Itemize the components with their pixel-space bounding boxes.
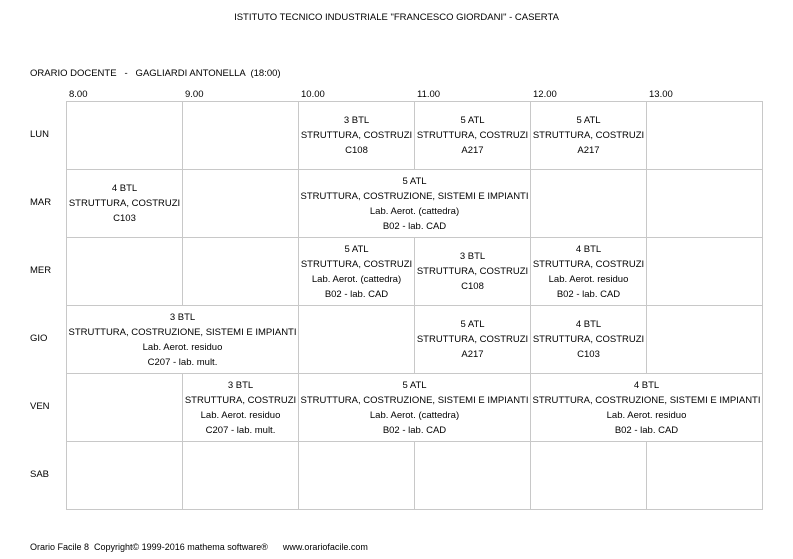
lesson-cell[interactable]: [415, 102, 530, 169]
lesson-room: B02 - lab. CAD: [324, 288, 389, 300]
day-label-lun: LUN: [30, 129, 50, 140]
lesson-room: C207 - lab. mult.: [147, 356, 218, 368]
lesson-cell[interactable]: [531, 102, 646, 169]
lesson-class: 3 BTL: [227, 379, 254, 391]
page-title: ISTITUTO TECNICO INDUSTRIALE "FRANCESCO GIORDANI" - CASERTA: [234, 12, 559, 23]
time-label: 13.00: [649, 89, 673, 100]
lesson-room: C207 - lab. mult.: [205, 424, 276, 436]
lesson-cell[interactable]: [299, 374, 530, 441]
lesson-subject: STRUTTURA, COSTRUZI: [532, 334, 645, 345]
teacher-subtitle: ORARIO DOCENTE - GAGLIARDI ANTONELLA (18:00): [30, 68, 281, 79]
lesson-subject: STRUTTURA, COSTRUZI: [300, 258, 413, 270]
lesson-room: B02 - lab. CAD: [556, 288, 621, 300]
time-label: 11.00: [417, 89, 441, 100]
lesson-class: 4 BTL: [111, 183, 138, 194]
lesson-subject: STRUTTURA, COSTRUZIONE, SISTEMI E IMPIANTI: [532, 394, 761, 406]
lesson-class: 5 ATL: [402, 379, 427, 391]
lesson-cell[interactable]: [299, 170, 530, 237]
lesson-note: Lab. Aerot. (cattedra): [369, 409, 460, 421]
lesson-cell[interactable]: [67, 306, 298, 373]
lesson-cell[interactable]: [67, 170, 182, 237]
lesson-subject: STRUTTURA, COSTRUZIONE, SISTEMI E IMPIANTI: [300, 394, 529, 406]
timetable-grid: [66, 101, 762, 509]
lesson-subject: STRUTTURA, COSTRUZI: [300, 130, 413, 141]
lesson-subject: STRUTTURA, COSTRUZI: [416, 266, 529, 277]
lesson-room: B02 - lab. CAD: [382, 220, 447, 232]
day-label-gio: GIO: [30, 333, 48, 344]
time-label: 12.00: [533, 89, 557, 100]
lesson-class: 4 BTL: [575, 319, 602, 330]
lesson-subject: STRUTTURA, COSTRUZI: [532, 130, 645, 141]
lesson-cell[interactable]: [531, 238, 646, 305]
day-label-ven: VEN: [30, 401, 50, 412]
lesson-cell[interactable]: [299, 102, 414, 169]
lesson-cell[interactable]: [531, 374, 762, 441]
lesson-room: C103: [577, 349, 600, 360]
grid-hline: [66, 441, 763, 442]
lesson-subject: STRUTTURA, COSTRUZIONE, SISTEMI E IMPIANTI: [300, 190, 529, 202]
lesson-subject: STRUTTURA, COSTRUZI: [68, 198, 181, 209]
lesson-room: C108: [461, 281, 484, 292]
lesson-room: A217: [461, 349, 484, 360]
lesson-cell[interactable]: [415, 238, 530, 305]
time-label: 9.00: [185, 89, 204, 100]
day-label-sab: SAB: [30, 469, 50, 480]
lesson-note: Lab. Aerot. residuo: [200, 409, 281, 421]
lesson-note: Lab. Aerot. residuo: [606, 409, 687, 421]
lesson-subject: STRUTTURA, COSTRUZI: [416, 130, 529, 141]
lesson-note: Lab. Aerot. (cattedra): [311, 273, 402, 285]
lesson-room: B02 - lab. CAD: [614, 424, 679, 436]
lesson-class: 5 ATL: [460, 319, 485, 330]
lesson-class: 3 BTL: [169, 311, 196, 323]
lesson-class: 3 BTL: [343, 115, 370, 126]
lesson-cell[interactable]: [299, 238, 414, 305]
grid-hline: [66, 509, 763, 510]
lesson-subject: STRUTTURA, COSTRUZI: [184, 394, 297, 406]
day-label-mar: MAR: [30, 197, 52, 208]
time-label: 8.00: [69, 89, 88, 100]
lesson-class: 5 ATL: [344, 243, 369, 255]
lesson-room: C103: [113, 213, 136, 224]
lesson-cell[interactable]: [415, 306, 530, 373]
lesson-class: 5 ATL: [460, 115, 485, 126]
lesson-cell[interactable]: [531, 306, 646, 373]
lesson-class: 4 BTL: [633, 379, 660, 391]
lesson-room: C108: [345, 145, 368, 156]
lesson-class: 5 ATL: [576, 115, 601, 126]
time-label: 10.00: [301, 89, 325, 100]
day-label-mer: MER: [30, 265, 52, 276]
lesson-cell[interactable]: [183, 374, 298, 441]
lesson-room: A217: [461, 145, 484, 156]
lesson-class: 4 BTL: [575, 243, 602, 255]
lesson-room: A217: [577, 145, 600, 156]
lesson-subject: STRUTTURA, COSTRUZIONE, SISTEMI E IMPIANTI: [68, 326, 297, 338]
lesson-room: B02 - lab. CAD: [382, 424, 447, 436]
lesson-subject: STRUTTURA, COSTRUZI: [532, 258, 645, 270]
lesson-note: Lab. Aerot. residuo: [142, 341, 223, 353]
footer-copyright: Orario Facile 8 Copyright© 1999-2016 mathema software® www.orariofacile.com: [30, 542, 368, 552]
lesson-note: Lab. Aerot. residuo: [548, 273, 629, 285]
lesson-class: 5 ATL: [402, 175, 427, 187]
lesson-subject: STRUTTURA, COSTRUZI: [416, 334, 529, 345]
lesson-class: 3 BTL: [459, 251, 486, 262]
lesson-note: Lab. Aerot. (cattedra): [369, 205, 460, 217]
